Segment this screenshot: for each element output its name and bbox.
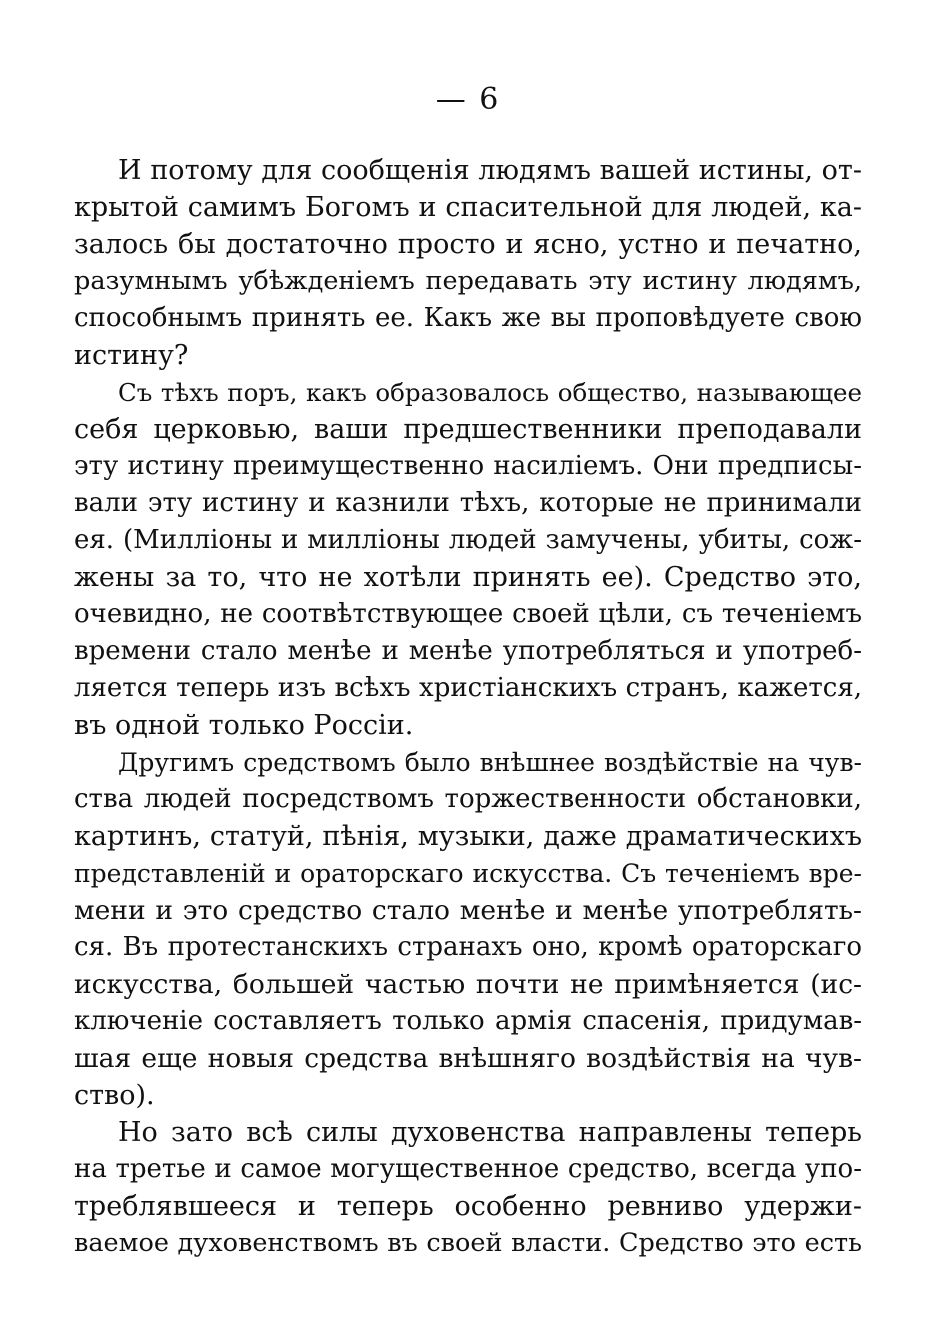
text-line: представленій и ораторскаго искусства. Съ теченіемъ вре-: [74, 859, 862, 888]
text-line: мени и это средство стало менѣе и менѣе употреблять-: [74, 895, 862, 926]
text-line: жены за то, что не хотѣли принять ее). Средство это,: [74, 562, 862, 593]
text-line: способнымъ принять ее. Какъ же вы проповѣдуете свою: [74, 303, 862, 333]
text-line: Съ тѣхъ поръ, какъ образовалось общество, называющее: [118, 378, 862, 407]
text-line: времени стало менѣе и менѣе употребляться и употреб-: [74, 636, 862, 666]
text-line: ключеніе составляетъ только армія спасенія, придумав-: [74, 1006, 862, 1036]
text-line: въ одной только Россіи.: [74, 710, 414, 741]
text-line: себя церковью, ваши предшественники преподавали: [74, 414, 862, 445]
text-line: ваемое духовенствомъ въ своей власти. Средство это есть: [74, 1228, 862, 1258]
text-line: И потому для сообщенія людямъ вашей истины, от-: [118, 155, 862, 186]
text-line: ся. Въ протестанскихъ странахъ оно, кромѣ ораторскаго: [74, 932, 862, 962]
text-line: ляется теперь изъ всѣхъ христіанскихъ странъ, кажется,: [74, 673, 862, 703]
text-line: Другимъ средствомъ было внѣшнее воздѣйствіе на чув-: [118, 748, 862, 777]
text-line: эту истину преимущественно насиліемъ. Они предписы-: [74, 451, 862, 481]
text-line: вали эту истину и казнили тѣхъ, которые не принимали: [74, 488, 862, 518]
text-line: залось бы достаточно просто и ясно, устно и печатно,: [74, 229, 862, 260]
text-line: на третье и самое могущественное средство, всегда упо-: [74, 1154, 862, 1184]
text-line: очевидно, не соотвѣтствующее своей цѣли, съ теченіемъ: [74, 599, 862, 629]
text-line: треблявшееся и теперь особенно ревниво удержи-: [74, 1191, 862, 1222]
text-line: искуcства, большей частью почти не примѣняется (ис-: [74, 969, 862, 1000]
text-line: картинъ, статуй, пѣнія, музыки, даже драматическихъ: [74, 821, 862, 852]
text-line: Но зато всѣ силы духовенства направлены теперь: [118, 1117, 862, 1148]
text-line: разумнымъ убѣжденіемъ передавать эту истину людямъ,: [74, 266, 862, 296]
text-line: ея. (Милліоны и милліоны людей замучены, убиты, сож-: [74, 525, 862, 555]
text-line: истину?: [74, 340, 189, 371]
body-text: [74, 152, 862, 1262]
text-line: ство).: [74, 1080, 155, 1111]
page-number: — 6: [435, 82, 501, 117]
text-line: ства людей посредствомъ торжественности обстановки,: [74, 784, 862, 814]
text-line: шая еще новыя средства внѣшняго воздѣйствія на чув-: [74, 1043, 862, 1074]
text-line: крытой самимъ Богомъ и спасительной для людей, ка-: [74, 192, 862, 223]
